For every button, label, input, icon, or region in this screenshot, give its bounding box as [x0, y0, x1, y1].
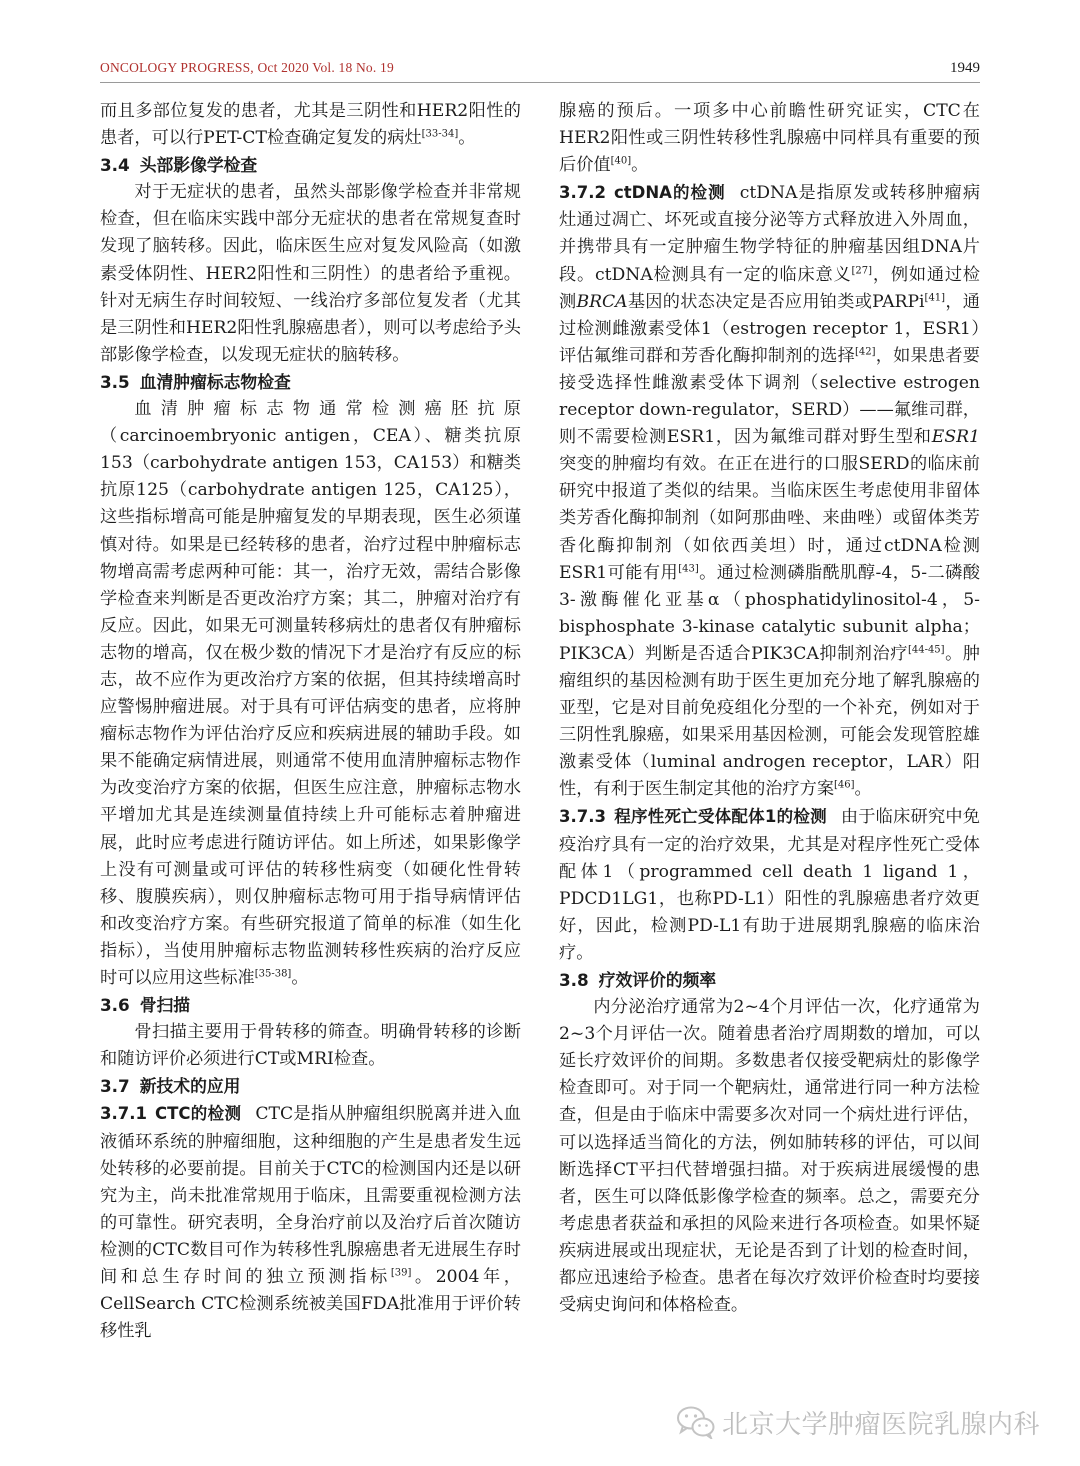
paragraph-3-8: 内分泌治疗通常为2~4个月评估一次，化疗通常为2~3个月评估一次。随着患者治疗周期数的增加，可以延长疗效评价的间期。多数患者仅接受靶病灶的影像学检查即可。对于同一个靶病灶，通常进行同一种方法检查，但是由于临床中需要多次对同一个病灶进行评估，可以选择适当简化的方法，例如肺转移的评估，可以间断选择CT平扫代替增强扫描。对于疾病进展缓慢的患者，医生可以降低影像学检查的频率。总之，需要充分考虑患者获益和承担的风险来进行各项检查。如果怀疑疾病进展或出现症状，无论是否到了计划的检查时间，都应迅速给予检查。患者在每次疗效评价检查时均要接受病史询问和体格检查。 — [559, 997, 980, 1316]
citation[interactable]: [27] — [851, 264, 873, 276]
watermark — [676, 1402, 1040, 1442]
left-column — [100, 98, 521, 1345]
wechat-icon — [676, 1405, 716, 1439]
citation[interactable]: [42] — [854, 346, 876, 358]
citation[interactable]: [41] — [924, 291, 946, 303]
citation[interactable]: [33-34] — [421, 128, 459, 140]
running-header — [100, 60, 980, 86]
right-column — [559, 98, 980, 1319]
section-heading-3-7: 3.7 新技术的应用 — [100, 1076, 241, 1097]
subsection-heading-3-7-3: 3.7.3 程序性死亡受体配体1的检测 — [559, 807, 827, 827]
journal-title: ONCOLOGY PROGRESS, Oct 2020 Vol. 18 No. 19 — [100, 60, 394, 75]
paragraph-3-7-2: 3.7.2 ctDNA的检测 ctDNA是指原发或转移肿瘤病灶通过凋亡、坏死或直接分泌等方式释放进入外周血，并携带具有一定肿瘤生物学特征的肿瘤基因组DNA片段。ctDNA检测具有一定的临床意义[27]，例如通过检测BRCA基因的状态决定是否应用铂类或PARPi[41]，通过检测雌激素受体1（estrogen receptor 1，ESR1）评估氟维司群和芳香化酶抑制剂的选择[42]，如果患者要接受选择性雌激素受体下调剂（selective estrogen receptor down-regulator，SERD）——氟维司群，则不需要检测ESR1，因为氟维司群对野生型和ESR1突变的肿瘤均有效。在正在进行的口服SERD的临床前研究中报道了类似的结果。当临床医生考虑使用非留体类芳香化酶抑制剂（如阿那曲唑、来曲唑）或留体类芳香化酶抑制剂（如依西美坦）时，通过ctDNA检测ESR1可能有用[43]。通过检测磷脂酰肌醇-4，5-二磷酸3-激酶催化亚基α（phosphatidylinositol-4，5-bisphosphate 3-kinase catalytic subunit alpha；PIK3CA）判断是否适合PIK3CA抑制剂治疗[44-45]。肿瘤组织的基因检测有助于医生更加充分地了解乳腺癌的亚型，它是对目前免疫组化分型的一个补充，例如对于三阴性乳腺癌，如果采用基因检测，可能会发现管腔雄激素受体（luminal androgen receptor，LAR）阳性，有利于医生制定其他的治疗方案[46]。 — [559, 183, 981, 800]
paragraph-3-6: 骨扫描主要用于骨转移的筛查。明确骨转移的诊断和随访评价必须进行CT或MRI检查。 — [100, 1022, 521, 1070]
section-heading-3-8: 3.8 疗效评价的频率 — [559, 970, 717, 990]
paragraph-3-7-3: 3.7.3 程序性死亡受体配体1的检测 由于临床研究中免疫治疗具有一定的治疗效果，尤其是对程序性死亡受体配体1（programmed cell death 1 ligand 1，PDCD1LG1，也称PD-L1）阳性的乳腺癌患者疗效更好，因此，检测PD-L1有助于进展期乳腺癌的临床治疗。 — [559, 807, 980, 963]
watermark-text: 北京大学肿瘤医院乳腺内科 — [722, 1409, 1041, 1440]
section-heading-3-5: 3.5 血清肿瘤标志物检查 — [100, 371, 291, 392]
page-number: 1949 — [950, 60, 980, 76]
citation[interactable]: [35-38] — [254, 968, 292, 980]
paragraph-continued: 腺癌的预后。一项多中心前瞻性研究证实，CTC在HER2阳性或三阴性转移性乳腺癌中同样具有重要的预后价值[40]。 — [559, 101, 980, 176]
paragraph-3-4: 对于无症状的患者，虽然头部影像学检查并非常规检查，但在临床实践中部分无症状的患者在常规复查时发现了脑转移。因此，临床医生应对复发风险高（如激素受体阴性、HER2阳性和三阴性）的患者给予重视。针对无病生存时间较短、一线治疗多部位复发者（尤其是三阴性和HER2阳性乳腺癌患者），则可以考虑给予头部影像学检查，以发现无症状的脑转移。 — [100, 182, 521, 365]
section-heading-3-6: 3.6 骨扫描 — [100, 995, 191, 1016]
paragraph-3-7-1: 3.7.1 CTC的检测 CTC是指从肿瘤组织脱离并进入血液循环系统的肿瘤细胞，这种细胞的产生是患者发生远处转移的必要前提。目前关于CTC的检测国内还是以研究为主，尚未批准常规用于临床，且需要重视检测方法的可靠性。研究表明，全身治疗前以及治疗后首次随访检测的CTC数目可作为转移性乳腺癌患者无进展生存时间和总生存时间的独立预测指标[39]。2004年，CellSearch CTC检测系统被美国FDA批准用于评价转移性乳 — [100, 1104, 521, 1342]
citation[interactable]: [39] — [390, 1267, 412, 1279]
citation[interactable]: [40] — [610, 155, 632, 167]
paragraph-3-5: 血清肿瘤标志物通常检测癌胚抗原（carcinoembryonic antigen，CEA）、糖类抗原153（carbohydrate antigen 153，CA153）和糖类抗原125（carbohydrate antigen 125，CA125），这些指标增高可能是肿瘤复发的早期表现，医生必须谨慎对待。如果是已经转移的患者，治疗过程中肿瘤标志物增高需考虑两种可能：其一，治疗无效，需结合影像学检查来判断是否更改治疗方案；其二，肿瘤对治疗有反应。因此，如果无可测量转移病灶的患者仅有肿瘤标志物的增高，仅在极少数的情况下才是治疗有反应的标志，故不应作为更改治疗方案的依据，但其持续增高时应警惕肿瘤进展。对于具有可评估病变的患者，应将肿瘤标志物作为评估治疗反应和疾病进展的辅助手段。如果不能确定病情进展，则通常不使用血清肿瘤标志物作为改变治疗方案的依据，但医生应注意，肿瘤标志物水平增加尤其是连续测量值持续上升可能标志着肿瘤进展，此时应考虑进行随访评估。如上所述，如果影像学上没有可测量或可评估的转移性病变（如硬化性骨转移、腹膜疾病），则仅肿瘤标志物可用于指导病情评估和改变治疗方案。有些研究报道了简单的标准（如生化指标），当使用肿瘤标志物监测转移性疾病的治疗反应时可以应用这些标准[35-38]。 — [100, 399, 521, 988]
gene-name: ESR1 — [931, 427, 980, 448]
paragraph-intro: 而且多部位复发的患者，尤其是三阴性和HER2阳性的患者，可以行PET-CT检查确定复发的病灶[33-34]。 — [100, 101, 521, 149]
citation[interactable]: [44-45] — [907, 644, 945, 656]
header-rule — [100, 82, 980, 83]
gene-name: BRCA — [576, 291, 628, 312]
subsection-heading-3-7-1: 3.7.1 CTC的检测 — [100, 1104, 242, 1124]
citation[interactable]: [43] — [678, 562, 699, 574]
section-heading-3-4: 3.4 头部影像学检查 — [100, 155, 258, 176]
citation[interactable]: [46] — [834, 779, 855, 791]
subsection-heading-3-7-2: 3.7.2 ctDNA的检测 — [559, 183, 726, 203]
